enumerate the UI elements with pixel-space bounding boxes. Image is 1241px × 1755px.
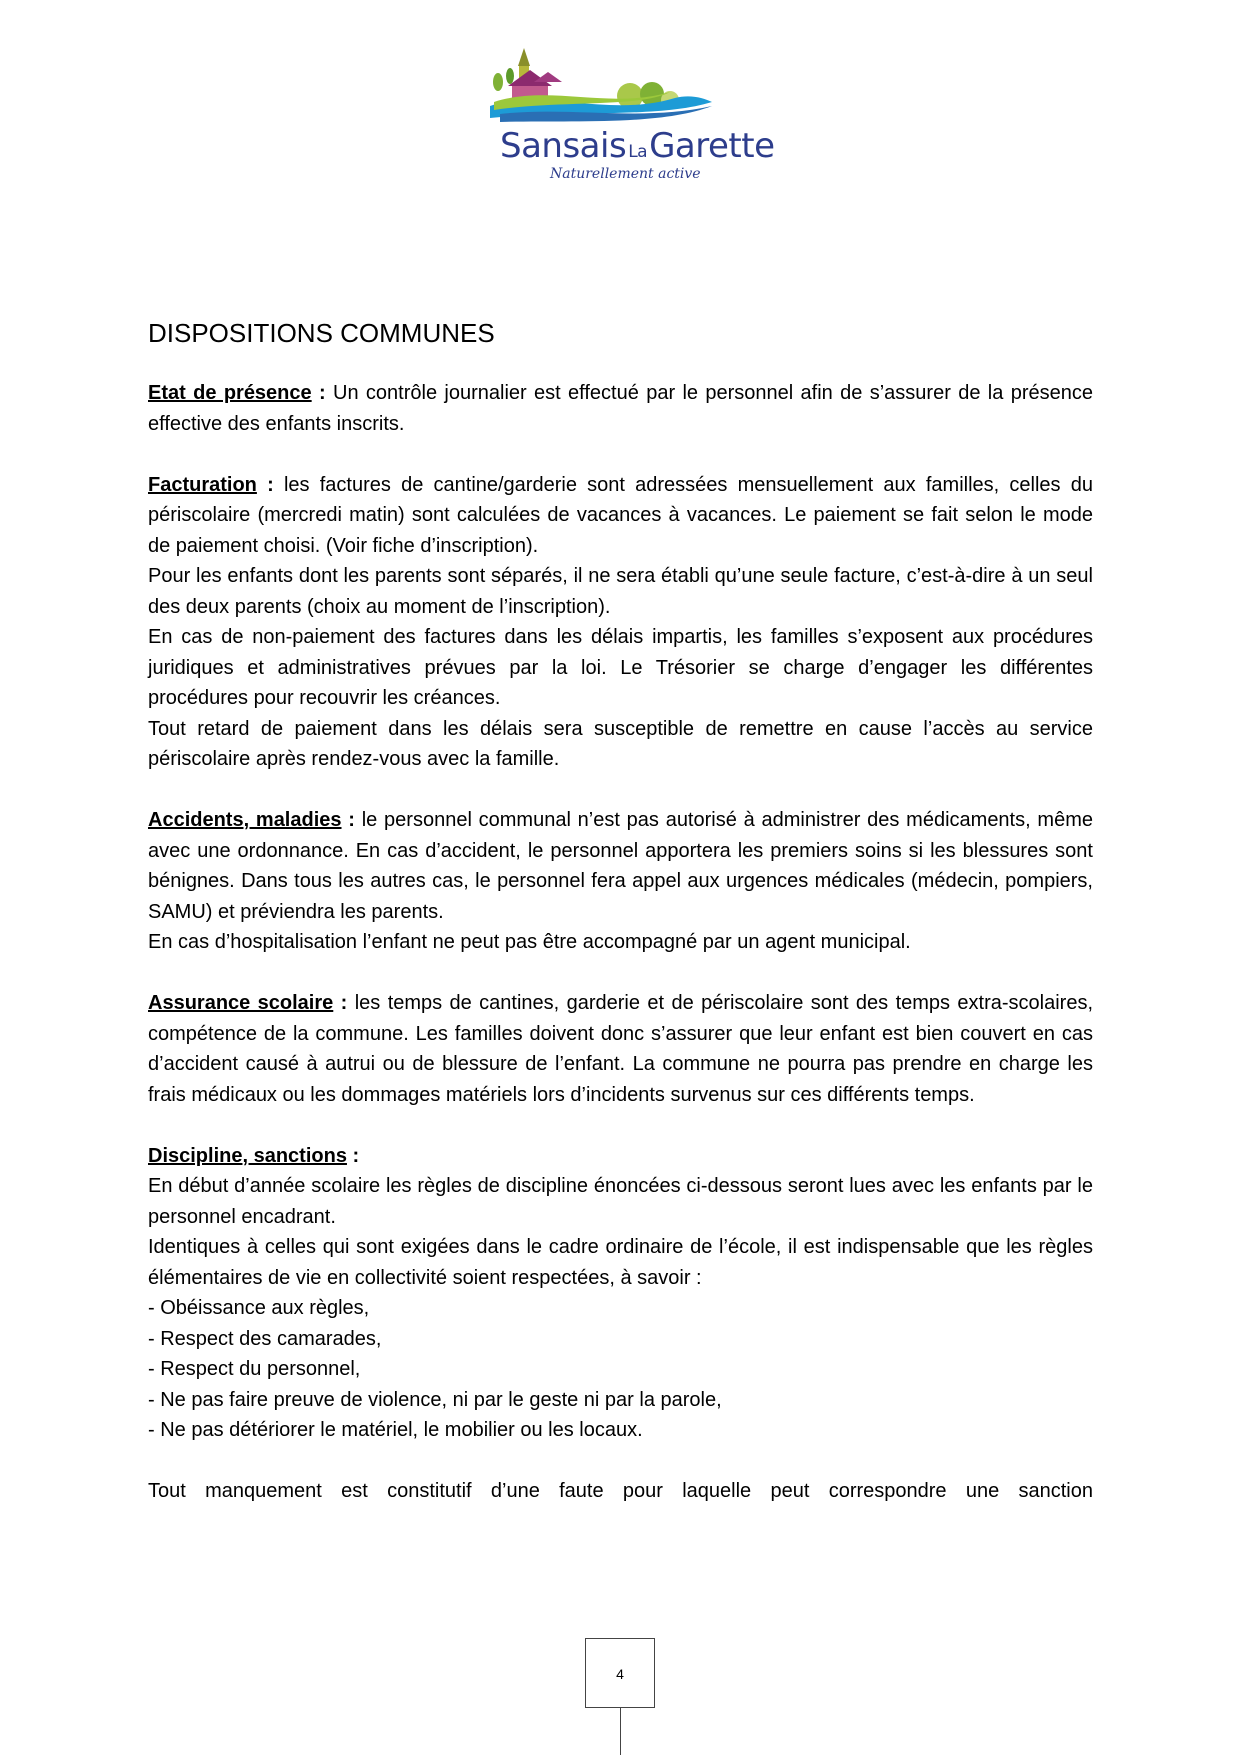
section-text: le personnel communal n’est pas autorisé à administrer des médicaments, même avec une ordonnance. En cas d’accident, le personnel apportera les premiers soins si les blessures sont bénignes. Dans tous les autres cas, le personnel fera appel aux urgences médicales (médecin, pompiers, SAMU) et préviendra les parents. — [148, 809, 1094, 923]
section-paragraph: Tout retard de paiement dans les délais sera susceptible de remettre en cause l’accès au service périscolaire après rendez-vous avec la famille. — [148, 717, 1093, 770]
section-facturation — [148, 470, 1093, 775]
logo-name-la: La — [628, 142, 648, 162]
sansais-la-garette-logo — [490, 48, 775, 188]
section-heading: Assurance scolaire — [148, 992, 334, 1014]
heading-colon: : — [341, 809, 355, 831]
section-paragraph: En cas de non-paiement des factures dans les délais impartis, les familles s’exposent aux procédures juridiques et administratives prévues par la loi. Le Trésorier se charge d’engager les différentes procédures pour recouvrir les créances. — [148, 626, 1093, 709]
logo-name — [500, 126, 775, 166]
village-landscape-icon — [490, 48, 750, 128]
section-paragraph: Identiques à celles qui sont exigées dans le cadre ordinaire de l’école, il est indispensable que les règles élémentaires de vie en collectivité soient respectées, à savoir : — [148, 1236, 1093, 1289]
page-number: 4 — [585, 1638, 655, 1708]
section-heading: Discipline, sanctions — [148, 1144, 347, 1167]
section-paragraph — [148, 378, 1093, 439]
list-item: - Respect des camarades, — [148, 1327, 382, 1350]
section-paragraph: En cas d’hospitalisation l’enfant ne peut pas être accompagné par un agent municipal. — [148, 931, 911, 953]
section-paragraph — [148, 988, 1093, 1110]
section-discipline — [148, 1141, 1093, 1446]
heading-colon: : — [333, 992, 348, 1014]
section-paragraph — [148, 470, 1093, 562]
closing-paragraph: Tout manquement est constitutif d’une faute pour laquelle peut correspondre une sanction — [148, 1480, 1093, 1502]
logo-tagline: Naturellement active — [550, 166, 701, 182]
section-heading: Etat de présence — [148, 382, 312, 404]
heading-colon: : — [256, 473, 274, 496]
section-text: les factures de cantine/garderie sont adressées mensuellement aux familles, celles du périscolaire (mercredi matin) sont calculées de vacances à vacances. Le paiement se fait selon le mode de paiement choisi. (Voir fiche d’inscription). — [148, 473, 1093, 557]
section-heading-line — [148, 1141, 1093, 1172]
section-paragraph: Pour les enfants dont les parents sont séparés, il ne sera établi qu’une seule facture, c’est-à-dire à un seul des deux parents (choix au moment de l’inscription). — [148, 565, 1093, 618]
heading-colon: : — [311, 382, 326, 404]
page-number-line — [620, 1708, 621, 1755]
logo-name-right: Garette — [649, 126, 775, 166]
section-heading: Facturation — [148, 473, 257, 496]
list-item: - Respect du personnel, — [148, 1358, 361, 1380]
rules-list — [148, 1293, 1093, 1446]
section-text: les temps de cantines, garderie et de périscolaire sont des temps extra-scolaires, compétence de la commune. Les familles doivent donc s’assurer que leur enfant est bien couvert en cas d’accident causé à autrui ou de blessure de l’enfant. La commune ne pourra pas prendre en charge les frais médicaux ou les dommages matériels lors d’incidents survenus sur ces différents temps. — [148, 992, 1094, 1106]
section-text: Un contrôle journalier est effectué par le personnel afin de s’assurer de la présence effective des enfants inscrits. — [148, 382, 1093, 435]
section-accidents — [148, 805, 1093, 958]
section-heading: Accidents, maladies — [148, 809, 342, 831]
section-paragraph: En début d’année scolaire les règles de discipline énoncées ci-dessous seront lues avec les enfants par le personnel encadrant. — [148, 1175, 1093, 1228]
logo-name-left: Sansais — [500, 126, 627, 166]
list-item: - Ne pas détériorer le matériel, le mobilier ou les locaux. — [148, 1419, 643, 1441]
page-title: DISPOSITIONS COMMUNES — [148, 318, 495, 348]
section-paragraph — [148, 805, 1093, 927]
list-item: - Ne pas faire preuve de violence, ni par le geste ni par la parole, — [148, 1388, 722, 1411]
list-item: - Obéissance aux règles, — [148, 1297, 370, 1319]
section-etat-presence — [148, 378, 1093, 439]
heading-colon: : — [346, 1144, 360, 1167]
section-assurance — [148, 988, 1093, 1110]
document-body — [148, 318, 1093, 1507]
